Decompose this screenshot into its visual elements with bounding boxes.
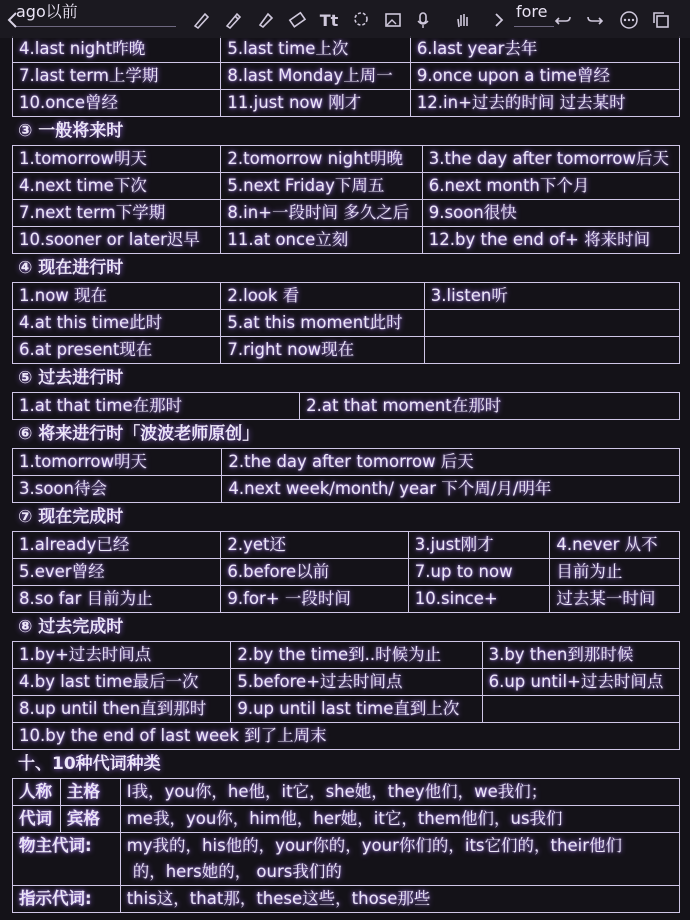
table-cell: 5.next Friday下周五 [221,173,422,199]
text-icon[interactable]: Tt [319,11,339,30]
table-cell: 11.at once立刻 [221,227,422,253]
table-cell: 1.tomorrow明天 [13,449,222,475]
chevron-right-icon[interactable] [488,10,510,32]
table-cell: 2.tomorrow night明晚 [221,146,422,172]
table-cell [425,310,679,336]
section-heading: ⑧ 过去完成时 [18,617,124,637]
table-cell: 6.last year去年 [416,39,538,58]
annotation-toolbar [0,0,690,38]
table-cell: 2.look 看 [221,283,424,309]
table-cell: 2.at that moment在那时 [306,396,502,415]
pronoun-table [12,778,680,913]
table-cell: 目前为止 [556,562,623,581]
table-row [12,146,680,172]
toolbar-left-text: ago以前 [16,2,78,21]
table-row [12,885,680,912]
table-cell: 9.soon很快 [428,203,517,222]
table-cell: 11.just now 刚才 [221,90,410,116]
table-cell: 4.next time下次 [13,173,221,199]
pencil-icon[interactable] [222,10,244,32]
pronoun-category-label: 指示代词: [13,886,121,912]
table-row [12,309,680,336]
table-cell: 9.up until last time直到上次 [231,696,482,722]
table-cell: 8.in+一段时间 多久之后 [221,200,422,226]
table-cell: 1.already已经 [13,532,221,558]
toolbar-right-text: fore [516,2,548,21]
table-row [12,585,680,612]
table-cell: 1.by+过去时间点 [13,642,231,668]
table-cell: 6.up until+过去时间点 [488,672,664,691]
grammar-notes [12,36,680,913]
table-row [12,695,680,722]
table-cell: 9.for+ 一段时间 [221,586,408,612]
table-cell: 3.soon待会 [13,476,222,502]
table-cell: I我，you你，he他，it它，she她，they他们，we我们； [126,782,548,801]
redo-icon[interactable] [584,10,606,32]
table-cell: 3.by then到那时候 [488,645,634,664]
table-cell: 3.the day after tomorrow后天 [428,149,669,168]
table-cell: me我，you你，him他，her她，it它，them他们，us我们 [126,809,563,828]
past-continuous-table [12,392,680,420]
table-cell: 1.at that time在那时 [13,393,300,419]
copy-icon[interactable] [650,10,672,32]
table-cell: 7.right now现在 [221,337,424,363]
table-cell: 7.next term下学期 [13,200,221,226]
table-row [12,532,680,558]
pronoun-case-label: 主格 [61,779,121,805]
possessive-line: 的，hers她的， ours我们的 [132,862,342,881]
table-row [12,449,680,475]
table-cell: 3.listen听 [430,286,508,305]
table-cell: 10.once曾经 [13,90,221,116]
mic-icon[interactable] [412,10,434,32]
table-cell: 7.up to now [409,559,551,585]
table-cell: 10.by the end of last week 到了上周末 [19,726,327,745]
table-cell: 10.sooner or later迟早 [13,227,221,253]
eraser-icon[interactable] [286,10,308,32]
table-cell [483,696,679,722]
section-heading: ③ 一般将来时 [18,121,124,141]
table-row [12,226,680,253]
table-cell: 4.never 从不 [556,535,658,554]
lasso-icon[interactable] [350,10,372,32]
table-cell: 4.at this time此时 [13,310,221,336]
pronoun-category-label: 人称 [13,779,61,805]
table-row [12,475,680,502]
table-row [12,805,680,832]
table-row [12,779,680,805]
table-cell: 5.last time上次 [221,36,410,62]
table-cell: 12.in+过去的时间 过去某时 [416,93,626,112]
pronoun-category-label: 代词 [13,806,61,832]
table-row [12,36,680,62]
table-cell: 1.tomorrow明天 [13,146,221,172]
table-cell: 6.next month下个月 [428,176,590,195]
section-heading: 十、10种代词种类 [18,754,161,774]
past-perfect-table [12,641,680,750]
image-icon[interactable] [382,10,404,32]
table-cell [425,337,679,363]
pronoun-case-label: 宾格 [61,806,121,832]
highlighter-icon[interactable] [254,10,276,32]
table-row [12,642,680,668]
possessive-line: my我的，his他的，your你的，your你们的，its它们的，their他们 [126,836,622,855]
table-cell: this这，that那，these这些，those那些 [126,889,431,908]
table-cell: 4.by last time最后一次 [13,669,231,695]
table-cell: 2.by the time到..时候为止 [231,642,482,668]
present-continuous-table [12,282,680,364]
table-row [12,558,680,585]
table-cell: 2.yet还 [221,532,408,558]
table-cell: 6.before以前 [221,559,408,585]
pen-icon[interactable] [190,10,212,32]
more-icon[interactable] [618,10,640,32]
past-simple-table [12,36,680,117]
table-row [12,832,680,885]
table-row [12,172,680,199]
undo-icon[interactable] [552,10,574,32]
table-cell: 4.next week/month/ year 下个周/月/明年 [228,479,552,498]
table-row [12,199,680,226]
section-heading: ⑥ 将来进行时「波波老师原创」 [18,424,260,444]
table-cell: 5.before+过去时间点 [231,669,482,695]
table-row [12,283,680,309]
table-cell: 9.once upon a time曾经 [416,66,610,85]
table-cell: 过去某一时间 [556,589,656,608]
table-cell: 3.just刚才 [409,532,551,558]
table-row [12,393,680,419]
present-perfect-table [12,531,680,613]
table-cell: 8.so far 目前为止 [13,586,221,612]
table-cell: 6.at present现在 [13,337,221,363]
divider [514,26,554,27]
table-cell: 5.at this moment此时 [221,310,424,336]
future-simple-table [12,145,680,254]
table-cell: 12.by the end of+ 将来时间 [428,230,651,249]
table-row [12,89,680,116]
hand-icon[interactable] [452,10,474,32]
table-cell: 1.now 现在 [13,283,221,309]
table-row [12,62,680,89]
table-row [12,336,680,363]
table-cell [121,833,679,885]
future-continuous-table [12,448,680,503]
table-row [12,668,680,695]
table-cell: 5.ever曾经 [13,559,221,585]
table-row [12,722,680,749]
divider [14,26,176,27]
table-cell: 8.up until then直到那时 [13,696,231,722]
table-cell: 10.since+ [409,586,551,612]
table-cell: 4.last night昨晚 [13,36,221,62]
pronoun-category-label: 物主代词: [13,833,121,885]
back-icon[interactable] [2,10,24,32]
table-cell: 2.the day after tomorrow 后天 [228,452,474,471]
section-heading: ⑤ 过去进行时 [18,368,124,388]
section-heading: ⑦ 现在完成时 [18,507,124,527]
table-cell: 8.last Monday上周一 [221,63,410,89]
section-heading: ④ 现在进行时 [18,258,124,278]
table-cell: 7.last term上学期 [13,63,221,89]
